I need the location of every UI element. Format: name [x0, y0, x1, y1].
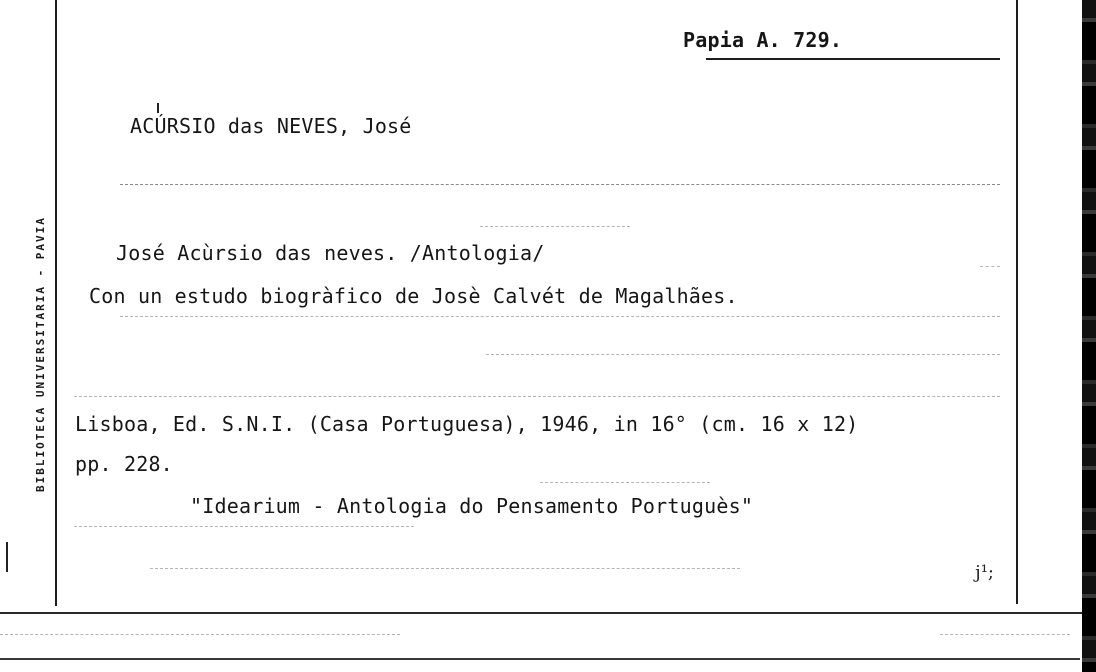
margin-bracket-mark	[0, 542, 8, 572]
shelfmark-underline	[706, 58, 1000, 60]
guide-line	[0, 634, 400, 635]
series-line: "Idearium - Antologia do Pensamento Portuguès"	[190, 494, 754, 518]
right-margin-rule	[1016, 0, 1018, 604]
guide-line	[74, 526, 414, 527]
guide-line	[480, 226, 630, 227]
guide-line	[120, 184, 1000, 185]
library-stamp-text: BIBLIOTECA UNIVERSITARIA - PAVIA	[34, 216, 47, 492]
guide-line	[980, 266, 1000, 267]
guide-line	[120, 316, 1000, 317]
accent-mark	[157, 103, 159, 113]
shelfmark: Papia A. 729.	[683, 28, 843, 52]
guide-line	[486, 354, 1000, 355]
scan-edge	[1082, 0, 1096, 672]
guide-line	[150, 568, 740, 569]
card-bottom-edge	[0, 612, 1082, 614]
handwritten-mark: j¹;	[975, 562, 994, 583]
library-stamp	[18, 108, 66, 496]
guide-line	[940, 634, 1070, 635]
guide-line	[540, 482, 710, 483]
pages-line: pp. 228.	[75, 452, 173, 476]
imprint-line: Lisboa, Ed. S.N.I. (Casa Portuguesa), 1946, in 16° (cm. 16 x 12)	[75, 412, 859, 436]
author-heading: ACÚRSIO das NEVES, José	[130, 114, 412, 138]
guide-line	[74, 396, 1000, 397]
title-line: José Acùrsio das neves. /Antologia/	[116, 241, 545, 265]
subtitle-line: Con un estudo biogràfico de Josè Calvét de Magalhães.	[89, 284, 738, 308]
card-bottom-shadow	[0, 658, 1080, 660]
